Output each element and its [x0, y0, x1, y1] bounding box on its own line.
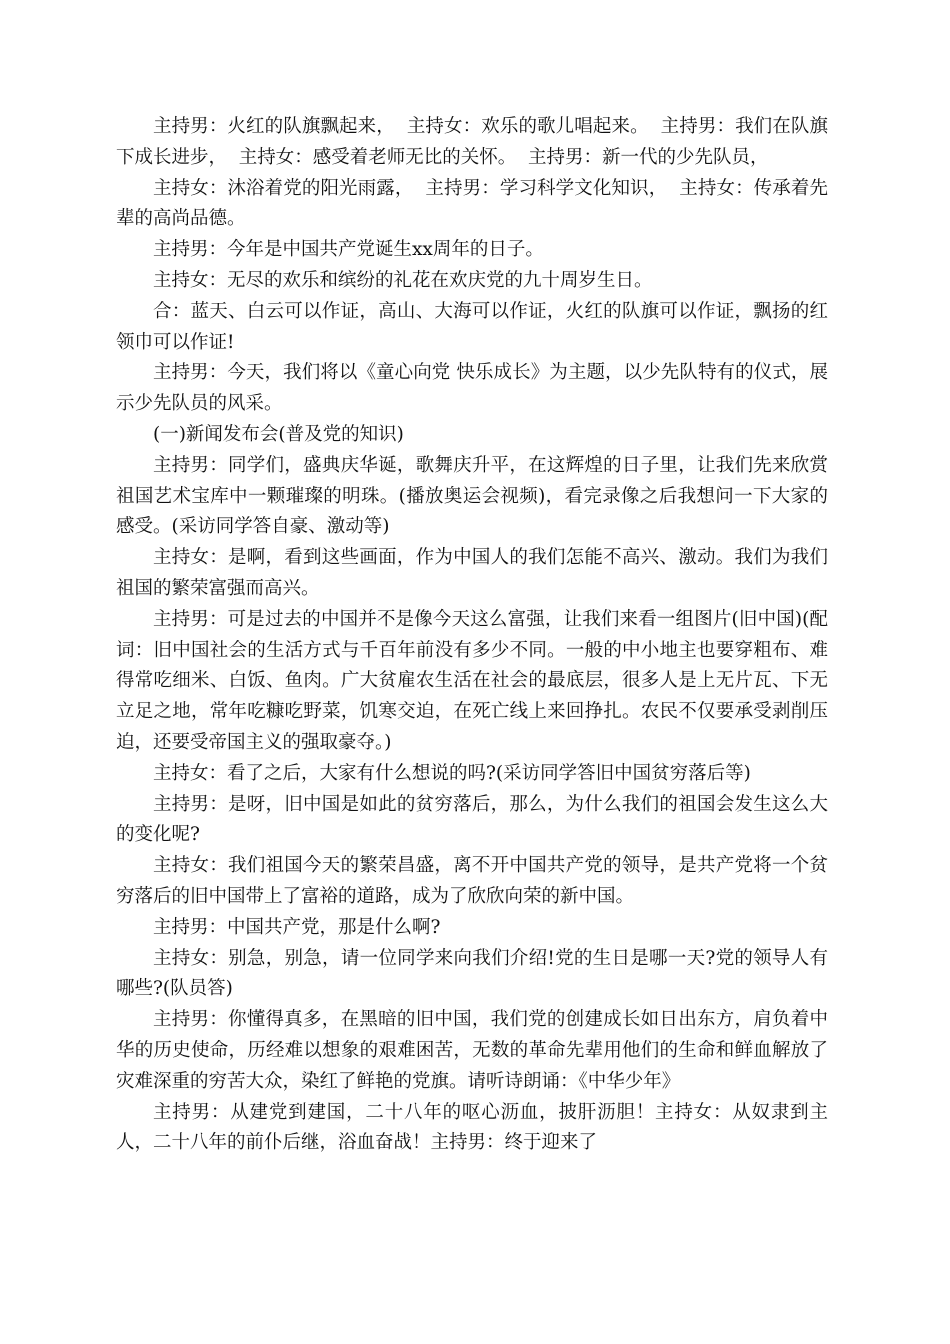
paragraph: 主持男：可是过去的中国并不是像今天这么富强，让我们来看一组图片(旧中国)(配词：旧中国社会的生活方式与千百年前没有多少不同。一般的中小地主也要穿粗布、难得常吃细米、白饭、鱼肉。广大贫雇农生活在社会的最底层，很多人是上无片瓦、下无立足之地，常年吃糠吃野菜，饥寒交迫，在死亡线上来回挣扎。农民不仅要承受剥削压迫，还要受帝国主义的强取豪夺。)	[116, 608, 828, 753]
paragraph: 主持男：今年是中国共产党诞生xx周年的日子。	[153, 239, 544, 261]
paragraph: 主持男：同学们，盛典庆华诞，歌舞庆升平，在这辉煌的日子里，让我们先来欣赏祖国艺术宝库中一颗璀璨的明珠。(播放奥运会视频)，看完录像之后我想问一下大家的感受。(采访同学答自豪、激动等)	[116, 454, 828, 538]
document-body	[116, 112, 828, 1159]
paragraph: 主持男：是呀，旧中国是如此的贫穷落后，那么，为什么我们的祖国会发生这么大的变化呢?	[116, 793, 828, 846]
paragraph: 主持女：看了之后，大家有什么想说的吗?(采访同学答旧中国贫穷落后等)	[153, 762, 751, 784]
paragraph: 主持男：中国共产党，那是什么啊?	[153, 916, 441, 938]
paragraph: 主持女：我们祖国今天的繁荣昌盛，离不开中国共产党的领导，是共产党将一个贫穷落后的旧中国带上了富裕的道路，成为了欣欣向荣的新中国。	[116, 855, 828, 907]
paragraph: 主持女：无尽的欢乐和缤纷的礼花在欢庆党的九十周岁生日。	[153, 269, 653, 291]
paragraph: 主持男：你懂得真多，在黑暗的旧中国，我们党的创建成长如日出东方，肩负着中华的历史使命，历经难以想象的艰难困苦，无数的革命先辈用他们的生命和鲜血解放了灾难深重的穷苦大众，染红了鲜艳的党旗。请听诗朗诵：《中华少年》	[116, 1009, 828, 1092]
paragraph: 主持男：今天，我们将以《童心向党 快乐成长》为主题，以少先队特有的仪式，展示少先队员的风采。	[116, 362, 828, 415]
paragraph: 主持女：别急，别急，请一位同学来向我们介绍!党的生日是哪一天?党的领导人有哪些?(队员答)	[116, 947, 828, 1000]
section-heading: (一)新闻发布会(普及党的知识)	[153, 423, 404, 445]
paragraph: 合：蓝天、白云可以作证，高山、大海可以作证，火红的队旗可以作证，飘扬的红领巾可以作证!	[116, 300, 828, 353]
paragraph: 主持女：是啊，看到这些画面，作为中国人的我们怎能不高兴、激动。我们为我们祖国的繁荣富强而高兴。	[116, 547, 828, 599]
paragraph: 主持男：从建党到建国，二十八年的呕心沥血，披肝沥胆！主持女：从奴隶到主人，二十八年的前仆后继，浴血奋战！主持男：终于迎来了	[116, 1101, 828, 1154]
paragraph: 主持女：沐浴着党的阳光雨露， 主持男：学习科学文化知识， 主持女：传承着先辈的高尚品德。	[116, 177, 828, 230]
paragraph: 主持男：火红的队旗飘起来， 主持女：欢乐的歌儿唱起来。 主持男：我们在队旗下成长进步， 主持女：感受着老师无比的关怀。 主持男：新一代的少先队员，	[116, 116, 828, 168]
